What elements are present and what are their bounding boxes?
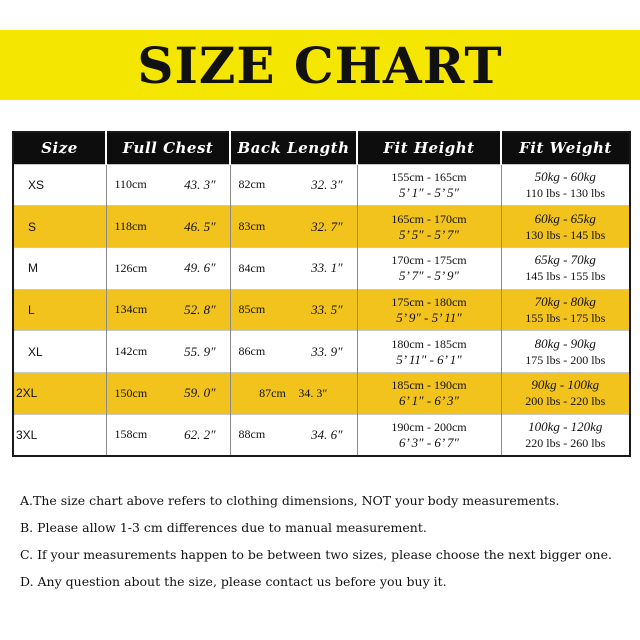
note-a: A.The size chart above refers to clothing dimensions, NOT your body measurements. — [20, 493, 560, 508]
weight-kg: 70kg - 80kg — [534, 293, 596, 309]
note-d: D. Any question about the size, please contact us before you buy it. — [20, 574, 447, 589]
note-c: C. If your measurements happen to be between two sizes, please choose the next bigger one. — [20, 547, 612, 562]
chest-cm: 142cm — [114, 344, 148, 359]
full-chest-cell — [106, 372, 230, 414]
chest-in: 46. 5″ — [184, 218, 216, 234]
full-chest-cell — [106, 331, 230, 373]
height-cm: 155cm - 165cm — [391, 169, 467, 184]
fit-weight-cell — [501, 289, 630, 331]
back-length-cell — [230, 414, 357, 456]
height-ft: 5’ 1″ - 5’ 5″ — [399, 184, 459, 200]
size-label: XL — [13, 331, 106, 373]
height-cm: 170cm - 175cm — [391, 253, 467, 268]
weight-kg: 100kg - 120kg — [528, 418, 603, 434]
title-banner — [0, 30, 640, 100]
size-label: 2XL — [13, 372, 106, 414]
fit-height-cell — [357, 289, 501, 331]
full-chest-cell — [106, 247, 230, 289]
table-row — [13, 206, 630, 248]
fit-weight-cell — [501, 164, 630, 206]
fit-weight-cell — [501, 331, 630, 373]
back-cm: 87cm — [259, 385, 286, 400]
chest-in: 59. 0″ — [184, 385, 216, 401]
chest-in: 43. 3″ — [184, 176, 216, 192]
size-label: 3XL — [13, 414, 106, 456]
size-chart-table — [12, 131, 631, 457]
full-chest-cell — [106, 289, 230, 331]
back-in: 33. 1″ — [311, 260, 343, 276]
size-label: XS — [13, 164, 106, 206]
chest-cm: 110cm — [114, 177, 147, 192]
weight-lbs: 175 lbs - 200 lbs — [525, 352, 606, 367]
table-row — [13, 331, 630, 373]
weight-lbs: 200 lbs - 220 lbs — [525, 394, 606, 409]
height-ft: 5’ 11″ - 6’ 1″ — [396, 351, 462, 367]
back-length-cell — [230, 206, 357, 248]
size-label: L — [13, 289, 106, 331]
fit-height-cell — [357, 164, 501, 206]
size-label: M — [13, 247, 106, 289]
fit-height-cell — [357, 372, 501, 414]
size-notes — [20, 492, 630, 600]
weight-lbs: 220 lbs - 260 lbs — [525, 435, 606, 450]
fit-height-cell — [357, 206, 501, 248]
back-cm: 88cm — [238, 427, 266, 442]
chest-in: 52. 8″ — [184, 301, 216, 317]
back-in: 34. 3″ — [298, 385, 328, 400]
full-chest-cell — [106, 206, 230, 248]
height-ft: 6’ 3″ - 6’ 7″ — [399, 434, 459, 450]
fit-weight-cell — [501, 247, 630, 289]
table-row — [13, 414, 630, 456]
chest-in: 62. 2″ — [184, 426, 216, 442]
back-in: 33. 9″ — [311, 343, 343, 359]
table-row — [13, 164, 630, 206]
weight-kg: 50kg - 60kg — [534, 168, 596, 184]
chest-cm: 158cm — [114, 427, 148, 442]
height-cm: 175cm - 180cm — [391, 294, 467, 309]
fit-height-cell — [357, 247, 501, 289]
table-row — [13, 289, 630, 331]
fit-weight-cell — [501, 206, 630, 248]
weight-lbs: 155 lbs - 175 lbs — [525, 310, 606, 325]
back-cm: 85cm — [238, 302, 266, 317]
height-cm: 185cm - 190cm — [391, 378, 467, 393]
back-in: 32. 3″ — [311, 176, 343, 192]
height-ft: 5’ 7″ - 5’ 9″ — [399, 268, 459, 284]
full-chest-cell — [106, 164, 230, 206]
chest-cm: 134cm — [114, 302, 148, 317]
height-cm: 165cm - 170cm — [391, 211, 467, 226]
back-in: 33. 5″ — [311, 301, 343, 317]
back-length-cell — [230, 247, 357, 289]
height-ft: 5’ 9″ - 5’ 11″ — [396, 309, 462, 325]
height-cm: 190cm - 200cm — [391, 419, 467, 434]
weight-lbs: 130 lbs - 145 lbs — [525, 227, 606, 242]
back-length-cell — [230, 289, 357, 331]
header-size: Size — [13, 132, 106, 164]
header-back-length: Back Length — [230, 132, 357, 164]
back-cm: 82cm — [238, 177, 266, 192]
back-cm: 86cm — [238, 344, 266, 359]
full-chest-cell — [106, 414, 230, 456]
fit-weight-cell — [501, 414, 630, 456]
back-length-cell — [230, 331, 357, 373]
chest-cm: 150cm — [114, 385, 148, 400]
chest-cm: 118cm — [114, 219, 147, 234]
page-title: SIZE CHART — [137, 35, 503, 95]
chest-cm: 126cm — [114, 260, 148, 275]
back-in: 32. 7″ — [311, 218, 343, 234]
header-fit-weight: Fit Weight — [501, 132, 630, 164]
fit-height-cell — [357, 414, 501, 456]
header-fit-height: Fit Height — [357, 132, 501, 164]
weight-lbs: 110 lbs - 130 lbs — [525, 185, 606, 200]
size-label: S — [13, 206, 106, 248]
back-cm: 84cm — [238, 260, 266, 275]
table-row — [13, 372, 630, 414]
height-cm: 180cm - 185cm — [391, 336, 467, 351]
weight-kg: 65kg - 70kg — [534, 252, 596, 268]
weight-kg: 60kg - 65kg — [534, 210, 596, 226]
height-ft: 5’ 5″ - 5’ 7″ — [399, 226, 459, 242]
chest-in: 49. 6″ — [184, 260, 216, 276]
note-b: B. Please allow 1-3 cm differences due to manual measurement. — [20, 520, 427, 535]
fit-height-cell — [357, 331, 501, 373]
height-ft: 6’ 1″ - 6’ 3″ — [399, 393, 459, 409]
weight-lbs: 145 lbs - 155 lbs — [525, 269, 606, 284]
fit-weight-cell — [501, 372, 630, 414]
weight-kg: 90kg - 100kg — [531, 377, 600, 393]
table-row — [13, 247, 630, 289]
back-cm: 83cm — [238, 219, 266, 234]
weight-kg: 80kg - 90kg — [534, 335, 596, 351]
header-full-chest: Full Chest — [106, 132, 230, 164]
table-header-row — [13, 132, 630, 164]
back-length-cell — [230, 164, 357, 206]
back-length-cell — [230, 372, 357, 414]
back-in: 34. 6″ — [311, 426, 343, 442]
chest-in: 55. 9″ — [184, 343, 216, 359]
